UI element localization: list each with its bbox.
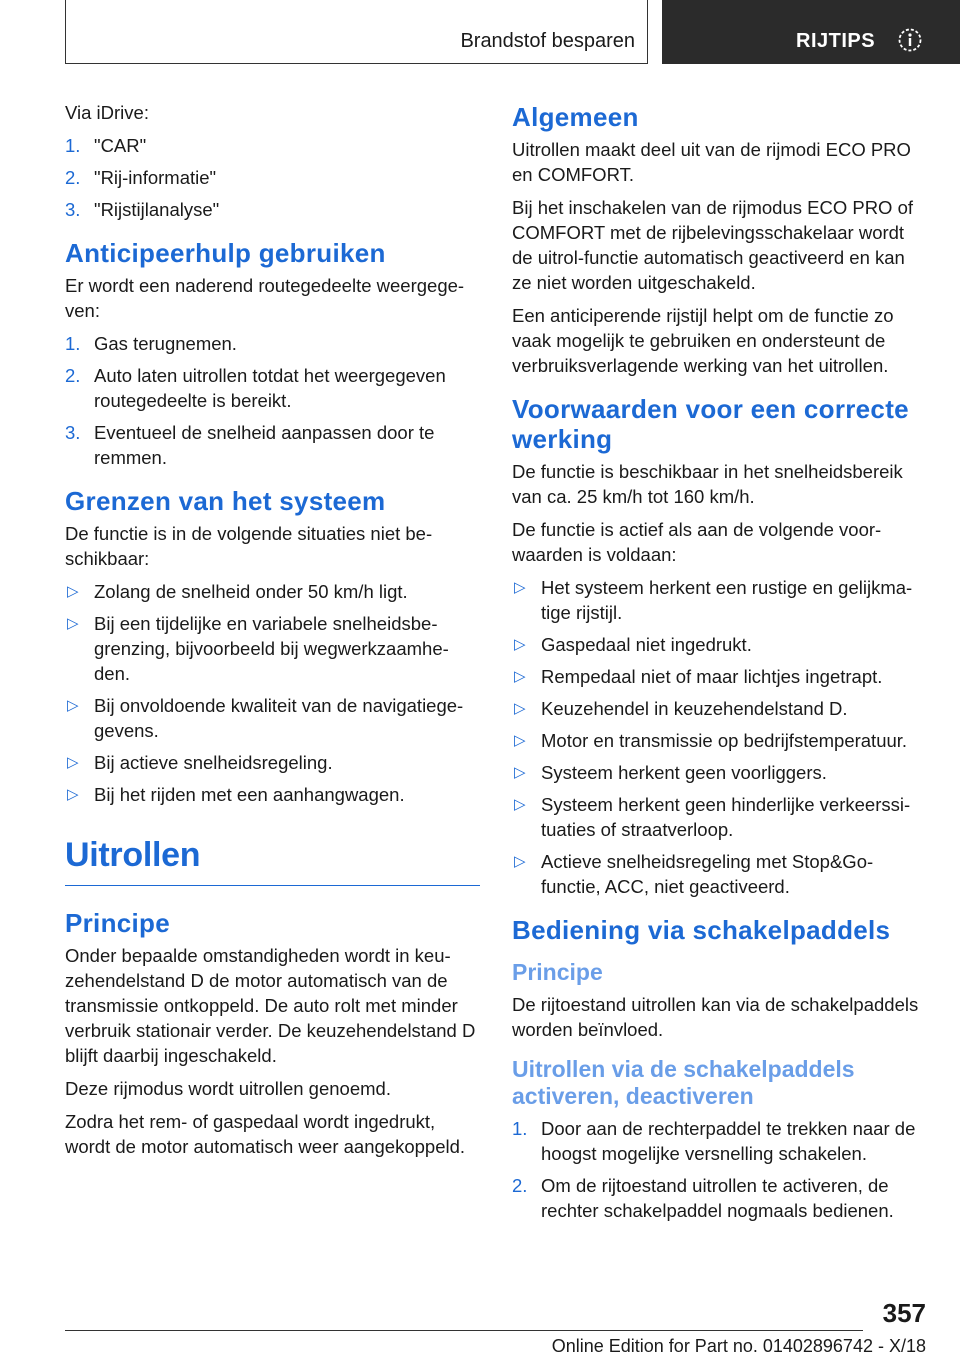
list-item: ▷ Motor en transmissie op bedrijfstemperatuur. — [514, 730, 908, 751]
list-item: ▷ Systeem herkent geen voorliggers. — [514, 762, 827, 783]
paragraph: Uitrollen maakt deel uit van de rijmodi ECO PRO en COMFORT. — [512, 139, 911, 185]
paragraph: Deze rijmodus wordt uitrollen genoemd. — [65, 1078, 391, 1099]
triangle-bullet-icon: ▷ — [514, 853, 526, 870]
paragraph: Een anticiperende rijstijl helpt om de functie zo vaak mogelijk te gebruiken en ondersteunt de verbruiksverlagende werking van het uitrollen. — [512, 305, 894, 376]
list-item: 1. Gas terugnemen. — [65, 333, 237, 354]
heading-uitrollen: Uitrollen — [65, 835, 480, 886]
grenzen-bullets — [65, 579, 480, 807]
triangle-bullet-icon: ▷ — [67, 697, 79, 714]
triangle-bullet-icon: ▷ — [67, 615, 79, 632]
list-item: ▷ Het systeem herkent een rustige en gelijkma-tige rijstijl. — [514, 577, 913, 623]
paragraph: De rijtoestand uitrollen kan via de schakelpaddels worden beïnvloed. — [512, 994, 919, 1040]
heading-bediening: Bediening via schakelpaddels — [512, 915, 891, 945]
triangle-bullet-icon: ▷ — [514, 764, 526, 781]
triangle-bullet-icon: ▷ — [514, 668, 526, 685]
triangle-bullet-icon: ▷ — [514, 732, 526, 749]
activeren-steps-list — [512, 1116, 927, 1223]
voorwaarden-bullets — [512, 575, 927, 899]
list-item: ▷ Actieve snelheidsregeling met Stop&Go-functie, ACC, niet geactiveerd. — [514, 851, 874, 897]
idrive-intro: Via iDrive: — [65, 102, 149, 123]
list-item: ▷ Bij actieve snelheidsregeling. — [67, 752, 333, 773]
paragraph: De functie is actief als aan de volgende voor-waarden is voldaan: — [512, 519, 882, 565]
tab-label: RIJTIPS — [796, 30, 876, 52]
list-item: 2. "Rij-informatie" — [65, 167, 217, 188]
triangle-bullet-icon: ▷ — [67, 583, 79, 600]
heading-principe: Principe — [512, 959, 603, 985]
header-section-box — [65, 0, 648, 64]
list-item: 3. Eventueel de snelheid aanpassen door te remmen. — [65, 422, 435, 468]
list-item: ▷ Bij het rijden met een aanhangwagen. — [67, 784, 405, 805]
list-item: 3. "Rijstijlanalyse" — [65, 199, 220, 220]
paragraph: Bij het inschakelen van de rijmodus ECO PRO of COMFORT met de rijbelevingsschakelaar wordt de uitrol-functie automatisch geactiveerd en kan ze niet worden uitgeschakeld. — [512, 197, 914, 293]
list-item: ▷ Zolang de snelheid onder 50 km/h ligt. — [67, 581, 408, 602]
list-item: 2. Om de rijtoestand uitrollen te activeren, de rechter schakelpaddel nogmaals bedienen. — [512, 1175, 894, 1221]
triangle-bullet-icon: ▷ — [514, 700, 526, 717]
triangle-bullet-icon: ▷ — [514, 579, 526, 596]
triangle-bullet-icon: ▷ — [514, 636, 526, 653]
paragraph: Onder bepaalde omstandigheden wordt in keu-zehendelstand D de motor automatisch van de transmissie ontkoppeld. De auto rolt met minder verbruik stationair verder. De keuzehendelstand D blijft daarbij ingeschakeld. — [65, 945, 476, 1066]
list-item: 1. "CAR" — [65, 135, 147, 156]
list-item: ▷ Rempedaal niet of maar lichtjes ingetrapt. — [514, 666, 883, 687]
heading-activeren: Uitrollen via de schakelpaddels activeren, deactiveren — [512, 1056, 855, 1109]
list-item: 1. Door aan de rechterpaddel te trekken naar de hoogst mogelijke versnelling schakelen. — [512, 1118, 916, 1164]
header-tab-rijtips[interactable] — [662, 0, 960, 64]
heading-algemeen: Algemeen — [512, 102, 639, 132]
triangle-bullet-icon: ▷ — [67, 786, 79, 803]
list-item: ▷ Keuzehendel in keuzehendelstand D. — [514, 698, 848, 719]
paragraph: De functie is beschikbaar in het snelheidsbereik van ca. 25 km/h tot 160 km/h. — [512, 461, 903, 507]
right-column — [512, 100, 927, 1230]
heading-voorwaarden: Voorwaarden voor een correcte werking — [512, 394, 909, 454]
heading-principe: Principe — [65, 908, 170, 938]
paragraph: Er wordt een naderend routegedeelte weergege-ven: — [65, 275, 465, 321]
page-number: 357 — [882, 1298, 926, 1328]
triangle-bullet-icon: ▷ — [514, 796, 526, 813]
triangle-bullet-icon: ▷ — [67, 754, 79, 771]
left-column — [65, 100, 480, 1167]
edition-footer: Online Edition for Part no. 01402896742 - X/18 — [551, 1336, 926, 1356]
anticipeer-steps-list — [65, 331, 480, 470]
heading-grenzen: Grenzen van het systeem — [65, 486, 386, 516]
footer-divider — [65, 1330, 863, 1331]
list-item: ▷ Systeem herkent geen hinderlijke verkeerssi-tuaties of straatverloop. — [514, 794, 911, 840]
list-item: ▷ Gaspedaal niet ingedrukt. — [514, 634, 752, 655]
list-item: 2. Auto laten uitrollen totdat het weergegeven routegedeelte is bereikt. — [65, 365, 446, 411]
list-item: ▷ Bij een tijdelijke en variabele snelheidsbe-grenzing, bijvoorbeeld bij wegwerkzaamhe-den. — [67, 613, 449, 684]
heading-anticipeerhulp: Anticipeerhulp gebruiken — [65, 238, 386, 268]
section-title: Brandstof besparen — [460, 30, 635, 52]
list-item: ▷ Bij onvoldoende kwaliteit van de navigatiege-gevens. — [67, 695, 464, 741]
info-icon[interactable] — [898, 28, 922, 52]
idrive-steps-list — [65, 133, 480, 222]
paragraph: De functie is in de volgende situaties niet be-schikbaar: — [65, 523, 433, 569]
paragraph: Zodra het rem- of gaspedaal wordt ingedrukt, wordt de motor automatisch weer aangekoppeld. — [65, 1111, 466, 1157]
